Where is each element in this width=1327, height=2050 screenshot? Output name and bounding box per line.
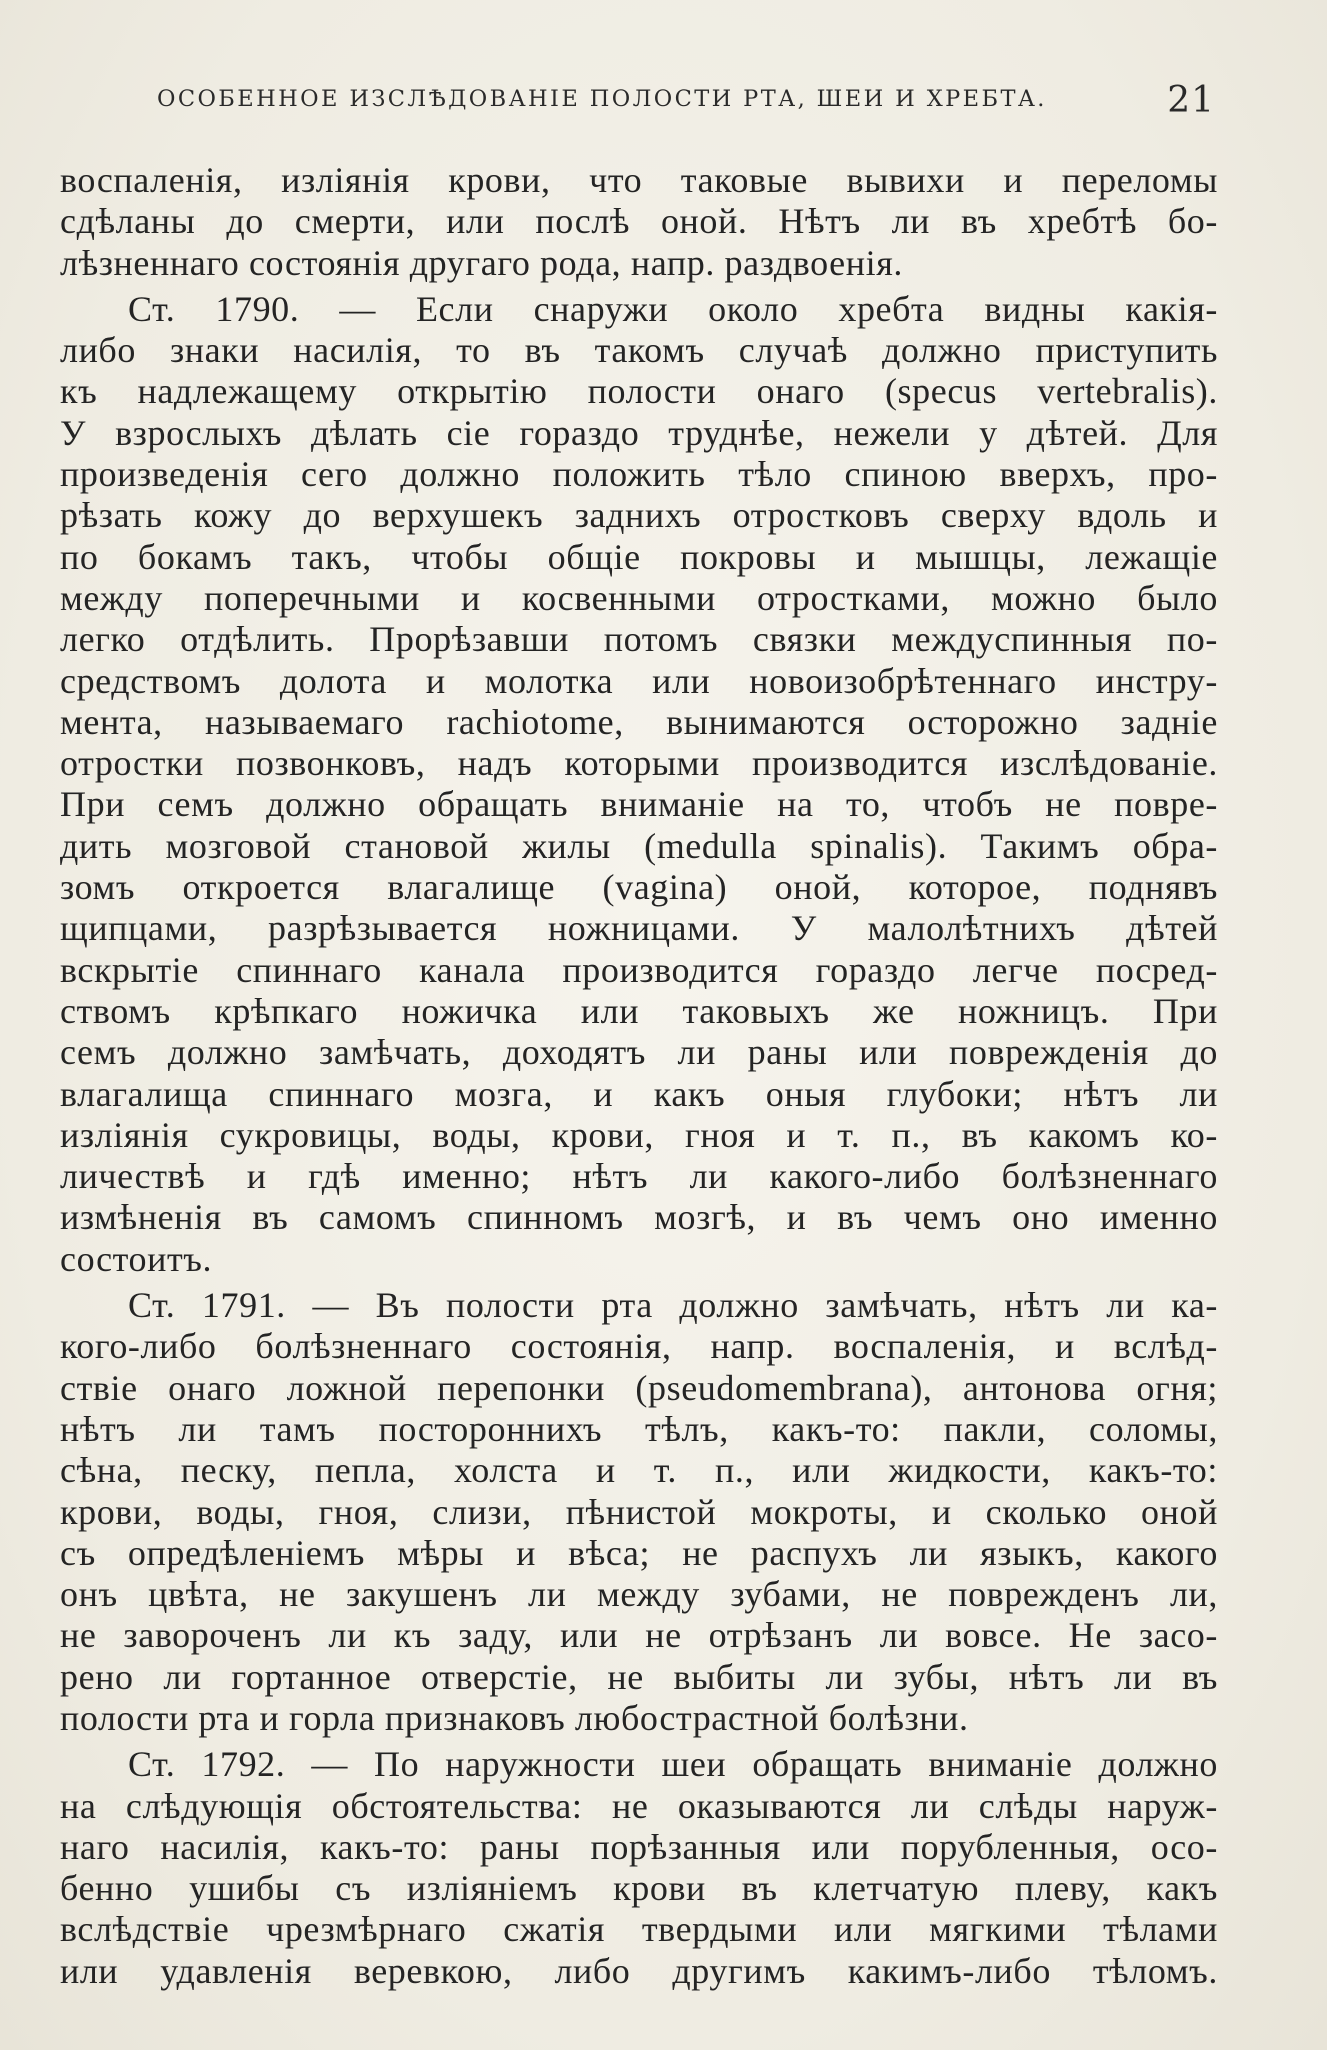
text-line: отростки позвонковъ, надъ которыми производится изслѣдованіе.: [60, 743, 1218, 784]
text-line: У взрослыхъ дѣлать сіе гораздо труднѣе, нежели у дѣтей. Для: [60, 412, 1218, 453]
text-line: наго насилія, какъ-то: раны порѣзанныя или порубленныя, осо-: [60, 1826, 1218, 1867]
text-line: Ст. 1790. — Если снаружи около хребта видны какія-: [128, 288, 1218, 329]
text-line: личествѣ и гдѣ именно; нѣтъ ли какого-либо болѣзненнаго: [60, 1156, 1218, 1197]
text-line: дить мозговой становой жилы (medulla spinalis). Такимъ обра-: [60, 825, 1218, 866]
text-line: ствомъ крѣпкаго ножичка или таковыхъ же ножницъ. При: [60, 990, 1218, 1031]
text-line: къ надлежащему открытію полости онаго (specus vertebralis).: [60, 371, 1218, 412]
text-line: на слѣдующія обстоятельства: не оказываются ли слѣды наруж-: [60, 1785, 1218, 1826]
text-line: средствомъ долота и молотка или новоизобрѣтеннаго инстру-: [60, 660, 1218, 701]
text-line: Ст. 1791. — Въ полости рта должно замѣчать, нѣтъ ли ка-: [128, 1285, 1218, 1326]
text-line: бенно ушибы съ изліяніемъ крови въ клетчатую плеву, какъ: [60, 1868, 1218, 1909]
text-line: рѣзать кожу до верхушекъ заднихъ отростковъ сверху вдоль и: [60, 495, 1218, 536]
text-line: не завороченъ ли къ заду, или не отрѣзанъ ли вовсе. Не засо-: [60, 1615, 1218, 1656]
text-line: Ст. 1792. — По наружности шеи обращать вниманіе должно: [128, 1744, 1218, 1785]
text-line: или удавленія веревкою, либо другимъ какимъ-либо тѣломъ.: [60, 1950, 1218, 1991]
text-line: воспаленія, изліянія крови, что таковые вывихи и переломы: [60, 160, 1218, 200]
running-title: ОСОБЕННОЕ ИЗСЛѢДОВАНІЕ ПОЛОСТИ РТА, ШЕИ И ХРЕБТА.: [157, 86, 1047, 112]
paragraph-article-1790: [60, 289, 1218, 1280]
text-line: нѣтъ ли тамъ постороннихъ тѣлъ, какъ-то: пакли, соломы,: [60, 1408, 1218, 1449]
text-line: между поперечными и косвенными отростками, можно было: [60, 577, 1218, 618]
text-line: полости рта и горла признаковъ любострастной болѣзни.: [60, 1697, 969, 1738]
text-line: мента, называемаго rachiotome, вынимаются осторожно задніе: [60, 701, 1218, 742]
text-line: При семъ должно обращать вниманіе на то, чтобъ не повре-: [60, 784, 1218, 825]
text-line: изліянія сукровицы, воды, крови, гноя и т. п., въ какомъ ко-: [60, 1114, 1218, 1155]
text-line: либо знаки насилія, то въ такомъ случаѣ должно приступить: [60, 330, 1218, 371]
text-line: произведенія сего должно положить тѣло спиною вверхъ, про-: [60, 454, 1218, 495]
body-text: [60, 160, 1218, 1997]
page-number: 21: [1167, 80, 1215, 121]
paragraph-continuation: [60, 160, 1218, 284]
text-line: по бокамъ такъ, чтобы общіе покровы и мышцы, лежащіе: [60, 536, 1218, 577]
text-line: влагалища спиннаго мозга, и какъ оныя глубоки; нѣтъ ли: [60, 1073, 1218, 1114]
text-line: онъ цвѣта, не закушенъ ли между зубами, не поврежденъ ли,: [60, 1574, 1218, 1615]
text-line: состоитъ.: [60, 1238, 213, 1279]
text-line: легко отдѣлить. Прорѣзавши потомъ связки междуспинныя по-: [60, 619, 1218, 660]
text-line: вскрытіе спиннаго канала производится гораздо легче посред-: [60, 949, 1218, 990]
text-line: рено ли гортанное отверстіе, не выбиты ли зубы, нѣтъ ли въ: [60, 1656, 1218, 1697]
text-line: щипцами, разрѣзывается ножницами. У малолѣтнихъ дѣтей: [60, 908, 1218, 949]
text-line: съ опредѣленіемъ мѣры и вѣса; не распухъ ли языкъ, какого: [60, 1532, 1218, 1573]
paragraph-article-1792: [60, 1744, 1218, 1992]
text-line: лѣзненнаго состоянія другаго рода, напр. раздвоенія.: [60, 242, 903, 283]
text-line: вслѣдствіе чрезмѣрнаго сжатія твердыми или мягкими тѣлами: [60, 1909, 1218, 1950]
text-line: зомъ откроется влагалище (vagina) оной, которое, поднявъ: [60, 867, 1218, 908]
text-line: ствіе онаго ложной перепонки (pseudomembrana), антонова огня;: [60, 1367, 1218, 1408]
running-header: [157, 80, 1219, 124]
text-line: сдѣланы до смерти, или послѣ оной. Нѣтъ ли въ хребтѣ бо-: [60, 201, 1218, 242]
text-line: измѣненія въ самомъ спинномъ мозгѣ, и въ чемъ оно именно: [60, 1197, 1218, 1238]
paragraph-article-1791: [60, 1285, 1218, 1739]
text-line: кого-либо болѣзненнаго состоянія, напр. воспаленія, и вслѣд-: [60, 1326, 1218, 1367]
text-line: семъ должно замѣчать, доходятъ ли раны или поврежденія до: [60, 1032, 1218, 1073]
text-line: крови, воды, гноя, слизи, пѣнистой мокроты, и сколько оной: [60, 1491, 1218, 1532]
text-line: сѣна, песку, пепла, холста и т. п., или жидкости, какъ-то:: [60, 1450, 1218, 1491]
